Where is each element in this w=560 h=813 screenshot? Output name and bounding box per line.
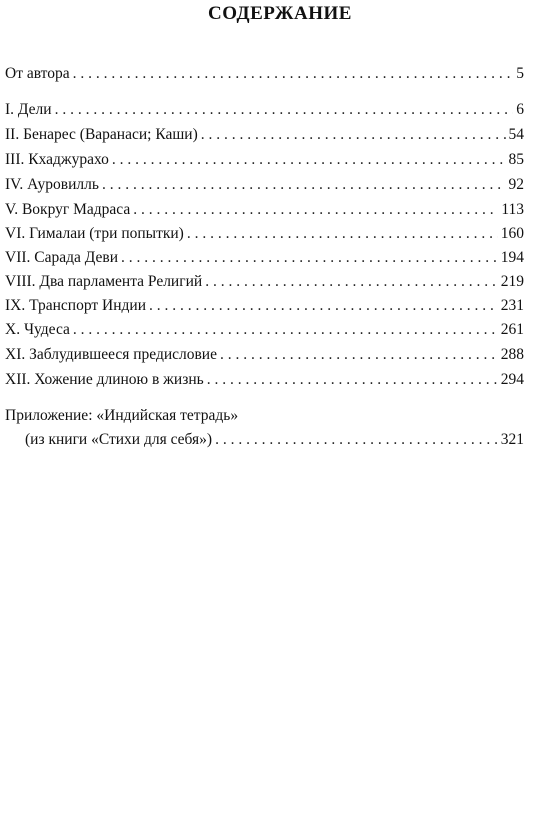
toc-entry-page: 54	[508, 126, 524, 143]
leader-dots	[220, 345, 498, 365]
toc-entry-label: VI. Гималаи (три попытки)	[5, 225, 184, 242]
toc-entry-label: VIII. Два парламента Религий	[5, 273, 203, 290]
toc-entry-chapter-11	[5, 345, 524, 365]
toc-entry-label: I. Дели	[5, 101, 52, 118]
toc-entry-page: 160	[500, 225, 524, 242]
toc-entry-chapter-3	[5, 150, 524, 170]
toc-entry-label: X. Чудеса	[5, 321, 70, 338]
leader-dots	[102, 175, 506, 195]
toc-entry-chapter-9	[5, 296, 524, 316]
toc-entry-page: 261	[500, 321, 524, 338]
toc-entry-label: VII. Сарада Деви	[5, 249, 119, 266]
leader-dots	[201, 125, 506, 145]
toc-entry-page: 219	[500, 273, 524, 290]
toc-entry-page: 92	[508, 176, 524, 193]
toc-entry-author	[5, 64, 524, 84]
toc-entry-label: III. Кхаджурахо	[5, 151, 109, 168]
toc-entry-chapter-4	[5, 175, 524, 195]
toc-entry-page: 6	[516, 101, 524, 118]
toc-entry-page: 5	[516, 65, 524, 82]
toc-entry-chapter-12	[5, 370, 524, 390]
toc-entry-label: V. Вокруг Мадраса	[5, 201, 131, 218]
toc-entry-label: (из книги «Стихи для себя»)	[25, 431, 213, 448]
leader-dots	[215, 430, 498, 450]
leader-dots	[73, 64, 514, 84]
toc-appendix-title: Приложение: «Индийская тетрадь»	[5, 407, 239, 424]
toc-entry-label: XI. Заблудившееся предисловие	[5, 346, 217, 363]
leader-dots	[207, 370, 498, 390]
toc-entry-label: IX. Транспорт Индии	[5, 297, 146, 314]
toc-entry-chapter-2	[5, 125, 524, 145]
toc-entry-page: 294	[500, 371, 524, 388]
leader-dots	[112, 150, 506, 170]
leader-dots	[187, 224, 498, 244]
toc-entry-chapter-7	[5, 248, 524, 268]
leader-dots	[149, 296, 498, 316]
leader-dots	[205, 272, 498, 292]
toc-entry-label: IV. Ауровилль	[5, 176, 99, 193]
leader-dots	[121, 248, 498, 268]
toc-entry-label: II. Бенарес (Варанаси; Каши)	[5, 126, 198, 143]
toc-entry-page: 321	[500, 431, 524, 448]
toc-entry-chapter-1	[5, 100, 524, 120]
toc-entry-page: 85	[508, 151, 524, 168]
toc-entry-appendix	[25, 430, 524, 450]
toc-entry-chapter-6	[5, 224, 524, 244]
toc-entry-chapter-8	[5, 272, 524, 292]
toc-entry-page: 194	[500, 249, 524, 266]
leader-dots	[133, 200, 498, 220]
leader-dots	[73, 320, 498, 340]
toc-entry-page: 231	[500, 297, 524, 314]
toc-entry-label: XII. Хожение длиною в жизнь	[5, 371, 204, 388]
toc-entry-label: От автора	[5, 65, 70, 82]
leader-dots	[55, 100, 514, 120]
page-title: СОДЕРЖАНИЕ	[208, 3, 352, 24]
toc-entry-chapter-10	[5, 320, 524, 340]
toc-entry-page: 113	[501, 201, 524, 218]
toc-entry-page: 288	[500, 346, 524, 363]
toc-entry-chapter-5	[5, 200, 524, 220]
